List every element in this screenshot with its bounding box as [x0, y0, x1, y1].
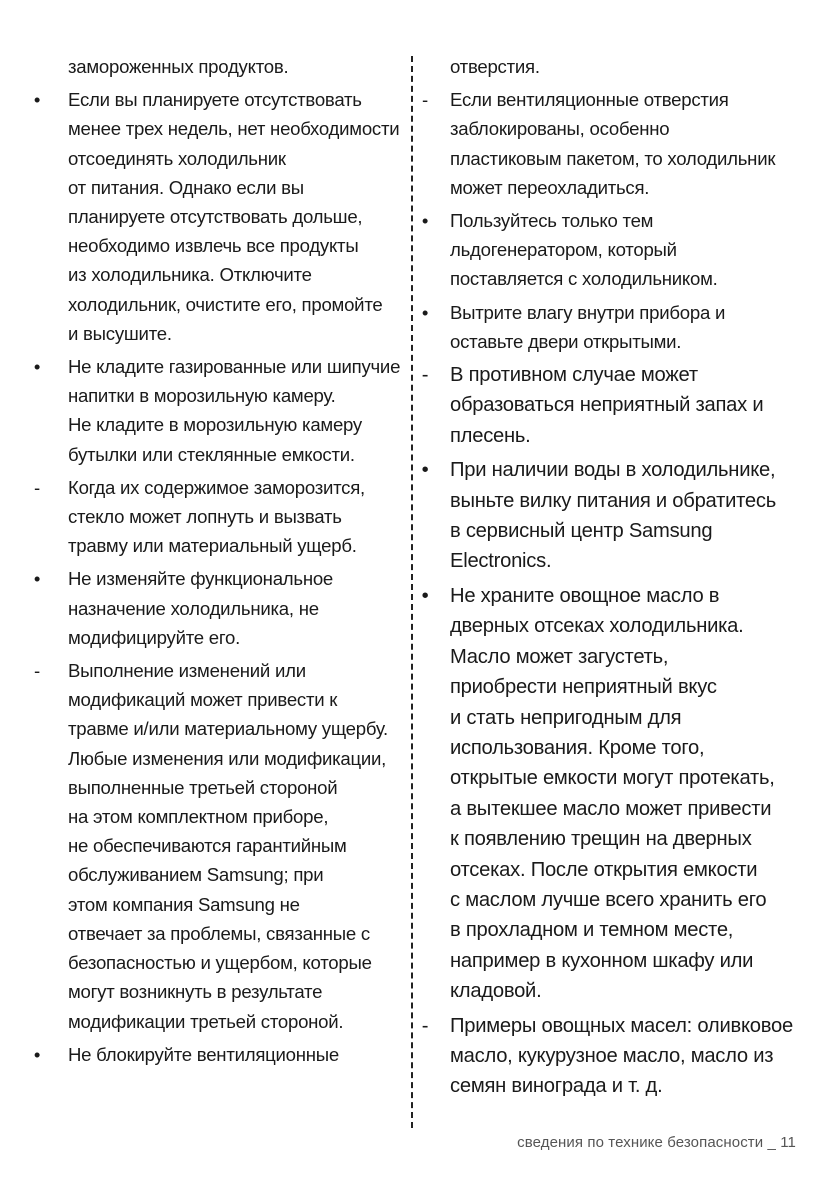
left-item-6-text: Не блокируйте вентиляционные [68, 1043, 340, 1065]
right-item-5 [418, 455, 794, 577]
left-continuation-text: замороженных продуктов. [68, 56, 289, 77]
bullet-marker: • [33, 89, 41, 111]
bullet-marker: • [421, 210, 429, 232]
left-item-1-text: Если вы планируете отсутствовать менее трех недель, нет необходимости отсоединять холодильник от питания. Однако если вы планируете отсутствовать дольше, необходимо извлечь все продукты из холодильника. Отключите холодильник, очистите его, промойте и высушите. [68, 89, 400, 344]
right-item-5-text: При наличии воды в холодильнике, выньте вилку питания и обратитесь в сервисный центр Samsung Electronics. [450, 459, 776, 573]
left-column [30, 52, 402, 1073]
bullet-marker: • [421, 301, 429, 323]
left-item-6 [30, 1040, 402, 1069]
right-continuation-text: отверстия. [450, 56, 540, 77]
column-divider [411, 56, 413, 1128]
dash-marker: - [421, 364, 429, 387]
dash-marker: - [421, 1014, 429, 1037]
left-item-4 [30, 564, 402, 652]
dash-marker: - [34, 660, 40, 682]
bullet-marker: • [33, 568, 41, 590]
right-item-2-text: Пользуйтесь только тем льдогенератором, который поставляется с холодильником. [450, 210, 718, 290]
right-item-4-text: В противном случае может образоваться неприятный запах и плесень. [450, 364, 764, 447]
bullet-marker: • [421, 584, 429, 607]
right-item-3-text: Вытрите влагу внутри прибора и оставьте двери открытыми. [450, 301, 726, 352]
bullet-marker: • [421, 459, 429, 482]
right-item-2 [418, 206, 794, 294]
left-item-3 [30, 473, 402, 561]
right-item-7 [418, 1011, 794, 1102]
left-item-2-text: Не кладите газированные или шипучие напитки в морозильную камеру. Не кладите в морозильную камеру бутылки или стеклянные емкости. [68, 356, 401, 465]
right-item-1-text: Если вентиляционные отверстия заблокированы, особенно пластиковым пакетом, то холодильник может переохладиться. [450, 89, 776, 198]
left-item-1 [30, 85, 402, 348]
left-item-5-text: Выполнение изменений или модификаций может привести к травме и/или материальному ущербу. Любые изменения или модификации, выполненные третьей стороной на этом комплектном приборе, не обеспечиваются гарантийным обслуживанием Samsung; при этом компания Samsung не отвечает за проблемы, связанные с безопасностью и ущербом, которые могут возникнуть в результате модификации третьей стороной. [68, 660, 388, 1032]
left-item-2 [30, 352, 402, 469]
right-item-7-text: Примеры овощных масел: оливковое масло, кукурузное масло, масло из семян винограда и т. д. [450, 1014, 793, 1098]
dash-marker: - [34, 476, 40, 498]
right-column [418, 52, 794, 1106]
left-item-5 [30, 656, 402, 1036]
right-item-6 [418, 581, 794, 1007]
bullet-marker: • [33, 356, 41, 378]
dash-marker: - [422, 89, 428, 111]
right-item-3 [418, 298, 794, 356]
page-footer: сведения по технике безопасности _ 11 [517, 1134, 796, 1151]
left-item-4-text: Не изменяйте функциональное назначение холодильника, не модифицируйте его. [68, 568, 334, 648]
left-item-3-text: Когда их содержимое заморозится, стекло может лопнуть и вызвать травму или материальный ущерб. [68, 476, 365, 557]
right-item-4 [418, 360, 794, 451]
right-item-6-text: Не храните овощное масло в дверных отсеках холодильника. Масло может загустеть, приобрести неприятный вкус и стать непригодным для использования. Кроме того, открытые емкости могут протекать, а вытекшее масло может привести к появлению трещин на дверных отсеках. После открытия емкости с маслом лучше всего хранить его в прохладном и темном месте, например в кухонном шкафу или кладовой. [450, 584, 775, 1003]
bullet-marker: • [33, 1043, 41, 1065]
right-item-1 [418, 85, 794, 202]
